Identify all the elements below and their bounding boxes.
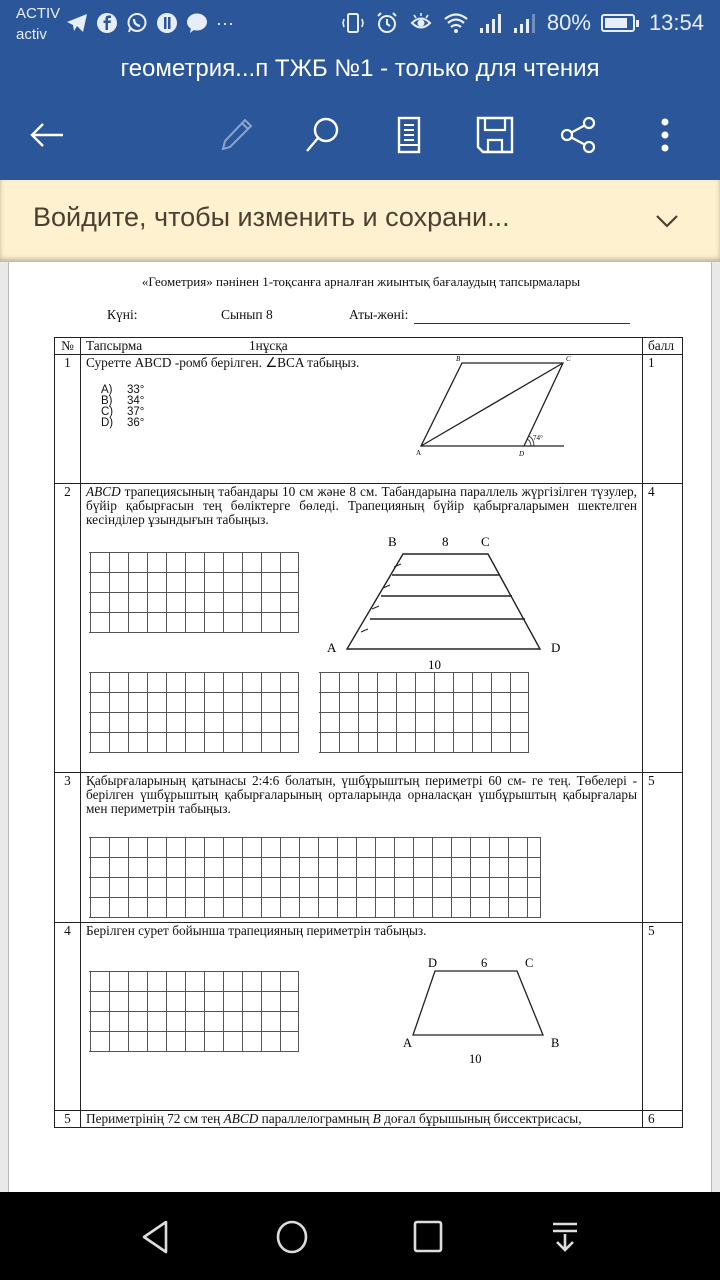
option-letter: A) [101,384,113,396]
alarm-icon [375,11,399,35]
more-notifications-icon: ··· [216,12,234,33]
save-icon [475,115,515,155]
system-nav-bar [0,1192,720,1280]
task-text: доғал бұрышының биссектрисасы, [380,1111,582,1126]
sign-in-message: Войдите, чтобы изменить и сохрани... [33,202,510,232]
more-options-button[interactable] [642,112,688,158]
nav-back-button[interactable] [132,1214,178,1260]
header-variant-label: 1нұсқа [249,338,288,353]
share-button[interactable] [556,112,602,158]
carrier-line-1: ACTIV [16,5,61,22]
bottom-base-label: 10 [428,657,441,672]
task-text-italic: B [372,1111,381,1126]
chevron-down-icon[interactable] [652,206,682,236]
task-number: 3 [55,773,81,923]
task-text: Қабырғаларының қатынасы 2:4:6 болатын, үшбұрыштың периметрі 60 см- ге тең. Төбелері - берілген үшбұрыштың қабырғаларының орталарында орналасқан үшбұрыштың қабырғалары мен периметрін табыңыз. [86,773,637,816]
vertex-c-label: C [525,956,534,970]
back-button[interactable] [24,112,70,158]
whatsapp-icon [126,12,148,34]
task-text-italic: ABCD [223,1111,259,1126]
vertex-a-label: A [403,1036,413,1050]
notification-icons [66,12,234,34]
class-label: Сынып 8 [221,307,273,322]
status-bar [0,0,720,50]
notification-pulldown-icon [548,1219,582,1255]
vertex-d-label: D [428,956,438,970]
header-num: № [55,338,81,355]
mobile-view-icon [389,115,429,155]
save-button[interactable] [472,112,518,158]
task-score: 5 [643,923,683,1111]
trapezoid-figure [327,534,601,672]
table-row [55,773,683,923]
vertex-d-label: D [519,450,525,458]
system-status [341,10,704,36]
table-row [55,923,683,1111]
date-label: Күні: [107,307,138,322]
task-cell [81,355,643,484]
table-row [55,355,683,484]
task-cell [81,773,643,923]
option-d [101,418,153,429]
search-button[interactable] [300,112,346,158]
nav-notification-button[interactable] [542,1214,588,1260]
recents-square-icon [411,1219,445,1255]
answer-grid [89,837,541,919]
option-value: 36° [127,417,145,429]
name-blank-line [414,323,630,324]
nav-home-button[interactable] [269,1214,315,1260]
header-task-label: Тапсырма [86,338,143,353]
option-value: 34° [127,395,145,407]
answer-grid [89,672,299,754]
back-triangle-icon [138,1219,172,1255]
vibrate-icon [341,11,365,35]
search-icon [303,115,343,155]
option-letter: C) [101,406,114,418]
task-text [86,485,637,527]
task-number: 4 [55,923,81,1111]
name-label: Аты-жөні: [349,307,409,322]
task-text-body: трапециясының табандары 10 см және 8 см. Табандарына параллель жүргізілген түзулер, бүйір қабырғасын тең бөліктерге бөледі. Трапецияның бүйір қабырғаларымен шектелген кесінділер ұзындығын табыңыз. [86,484,637,527]
back-arrow-icon [27,115,67,155]
task-score: 6 [643,1111,683,1128]
rhombus-figure [416,355,576,460]
edit-pencil-icon [215,115,255,155]
option-letter: B) [101,395,113,407]
answer-grid [89,971,299,1053]
table-header-row [55,338,683,355]
carrier-line-2: activ [16,26,47,43]
wifi-icon [443,11,469,35]
vertex-b-label: B [551,1036,560,1050]
bottom-base-label: 10 [469,1052,482,1066]
option-letter: D) [101,417,114,429]
carrier-label [16,4,60,46]
telegram-icon [66,13,88,33]
task-cell [81,1111,643,1128]
vertex-b-label: B [456,355,461,363]
top-base-label: 8 [442,534,449,549]
task-text: Периметрінің 72 см тең [86,1111,224,1126]
trapezoid-figure [403,957,583,1067]
angle-label: 74° [533,434,543,442]
app-toolbar [0,90,720,180]
answer-grid [319,672,529,754]
task-text: Берілген сурет бойынша трапецияның периметрін табыңыз. [86,923,427,938]
eye-comfort-icon [409,11,433,35]
mobile-view-button[interactable] [386,112,432,158]
header-task [81,338,643,355]
top-base-label: 6 [481,956,488,970]
vertex-b-label: B [388,534,397,549]
task-cell [81,923,643,1111]
more-options-icon [645,115,685,155]
document-heading: «Геометрия» пәнінен 1-тоқсанға арналған жиынтық бағалаудың тапсырмалары [141,274,581,289]
sign-in-banner[interactable] [0,180,720,262]
task-score: 1 [643,355,683,484]
task-score: 4 [643,484,683,773]
vertex-c-label: C [566,355,571,363]
vertex-c-label: C [481,534,490,549]
task-cell [81,484,643,773]
task-number: 1 [55,355,81,484]
edit-button[interactable] [212,112,258,158]
task-score: 5 [643,773,683,923]
share-icon [559,115,599,155]
answer-options [101,385,153,429]
tasks-table [54,337,683,1128]
signal-1-icon [479,12,503,34]
app-icon [156,12,178,34]
clock: 13:54 [648,10,704,35]
home-circle-icon [274,1219,310,1255]
battery-icon [601,14,635,32]
facebook-icon [96,12,118,34]
table-row [55,484,683,773]
vertex-a-label: A [327,640,337,655]
option-value: 37° [127,406,145,418]
answer-grid [89,552,299,634]
messenger-icon [186,12,208,34]
task-text: параллелограмның [258,1111,373,1126]
battery-percent: 80% [546,10,591,35]
document-page[interactable] [8,262,712,1192]
task-number: 5 [55,1111,81,1128]
signal-2-icon [513,12,537,34]
vertex-a-label: A [416,449,422,457]
vertex-d-label: D [551,640,561,655]
table-row [55,1111,683,1128]
task-text-italic: ABCD [86,484,121,499]
task-number: 2 [55,484,81,773]
document-title: геометрия...п ТЖБ №1 - только для чтения [120,55,600,82]
task-text: Суретте ABCD -ромб берілген. ∠BCA табыңыз. [86,355,360,370]
nav-recents-button[interactable] [405,1214,451,1260]
option-value: 33° [127,384,145,396]
header-score: балл [643,338,683,355]
